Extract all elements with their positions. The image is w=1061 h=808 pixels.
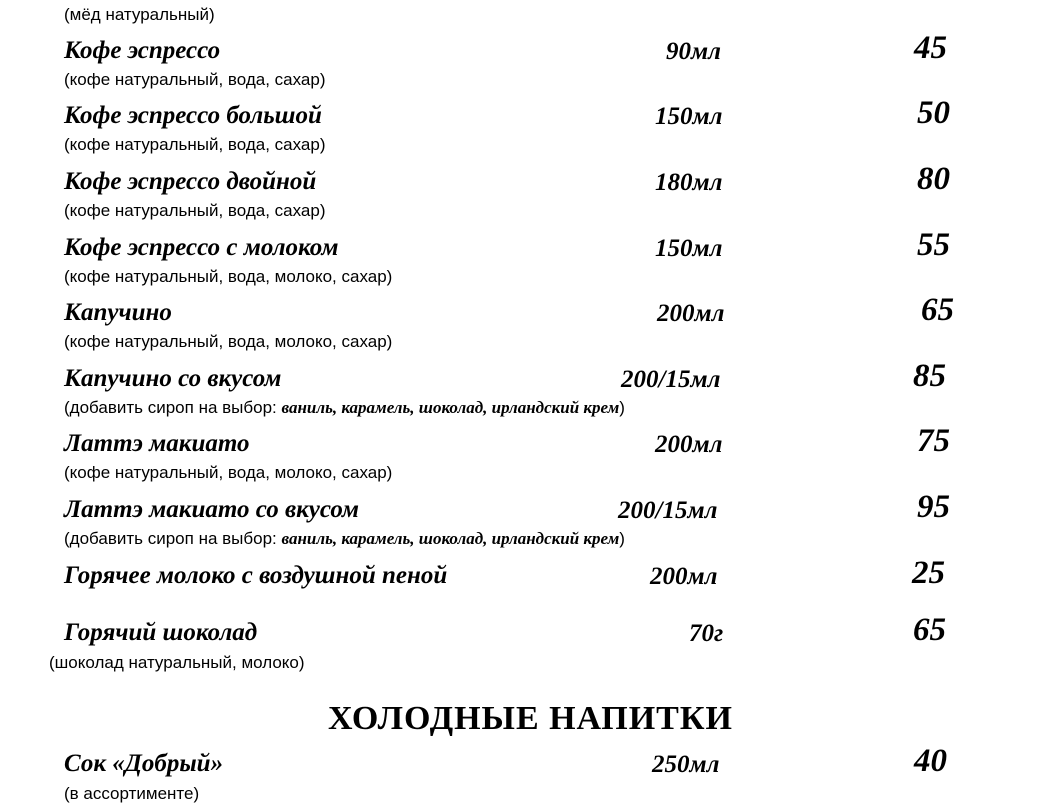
desc-suffix: ) [619, 529, 625, 548]
item-price: 95 [917, 489, 950, 525]
item-price: 50 [917, 95, 950, 131]
item-price: 25 [912, 555, 945, 591]
item-description [64, 399, 625, 416]
desc-flavors: ваниль, карамель, шоколад, ирландский крем [281, 398, 620, 417]
item-price: 85 [913, 358, 946, 394]
item-description: (кофе натуральный, вода, сахар) [64, 70, 326, 89]
item-description: (кофе натуральный, вода, молоко, сахар) [64, 332, 393, 351]
item-description: (кофе натуральный, вода, молоко, сахар) [64, 463, 393, 482]
item-description: (в ассортименте) [64, 784, 200, 803]
item-price: 45 [914, 30, 947, 66]
item-price: 80 [917, 161, 950, 197]
section-heading: ХОЛОДНЫЕ НАПИТКИ [328, 700, 733, 737]
item-volume: 70г [689, 620, 724, 647]
item-description [64, 530, 625, 547]
item-volume: 150мл [655, 103, 723, 130]
item-description: (кофе натуральный, вода, сахар) [64, 201, 326, 220]
item-volume: 180мл [655, 169, 723, 196]
item-name: Капучино со вкусом [64, 365, 282, 392]
item-name: Капучино [64, 299, 172, 326]
item-name: Сок «Добрый» [64, 750, 224, 777]
item-name: Кофе эспрессо двойной [64, 168, 317, 195]
item-name: Горячий шоколад [64, 619, 258, 646]
item-price: 65 [913, 612, 946, 648]
item-name: Латтэ макиато [64, 430, 250, 457]
item-volume: 250мл [652, 751, 720, 778]
item-volume: 200мл [657, 300, 725, 327]
item-name: Кофе эспрессо с молоком [64, 234, 339, 261]
item-name: Латтэ макиато со вкусом [64, 496, 360, 523]
item-volume: 150мл [655, 235, 723, 262]
item-description: (шоколад натуральный, молоко) [49, 653, 305, 672]
item-name: Кофе эспрессо большой [64, 102, 322, 129]
item-volume: 200/15мл [621, 366, 721, 393]
desc-suffix: ) [619, 398, 625, 417]
item-name: Горячее молоко с воздушной пеной [64, 562, 448, 589]
desc-flavors: ваниль, карамель, шоколад, ирландский крем [281, 529, 620, 548]
item-price: 55 [917, 227, 950, 263]
item-price: 40 [914, 743, 947, 779]
desc-prefix: (добавить сироп на выбор: [64, 398, 282, 417]
item-price: 65 [921, 292, 954, 328]
item-volume: 90мл [666, 38, 721, 65]
item-name: Кофе эспрессо [64, 37, 221, 64]
item-volume: 200/15мл [618, 497, 718, 524]
item-description: (кофе натуральный, вода, сахар) [64, 135, 326, 154]
item-volume: 200мл [650, 563, 718, 590]
item-description: (кофе натуральный, вода, молоко, сахар) [64, 267, 393, 286]
item-volume: 200мл [655, 431, 723, 458]
desc-prefix: (добавить сироп на выбор: [64, 529, 282, 548]
item-description: (мёд натуральный) [64, 5, 215, 24]
item-price: 75 [917, 423, 950, 459]
